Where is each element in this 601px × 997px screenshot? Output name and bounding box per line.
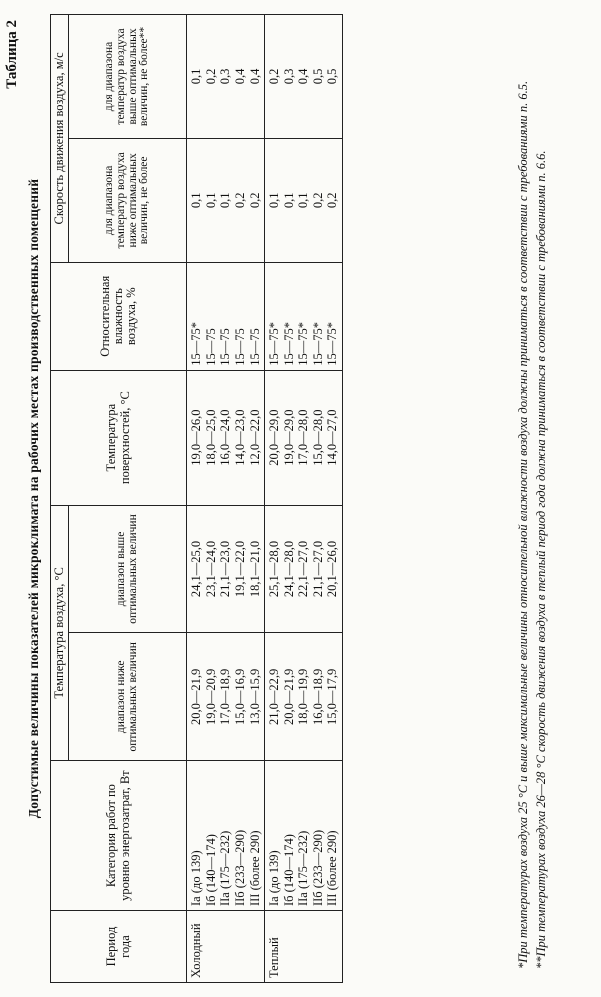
speed-below-value: 0,2 bbox=[232, 192, 247, 209]
category-cell bbox=[187, 761, 265, 911]
speed-above-value: 0,5 bbox=[310, 68, 325, 85]
surface-temp-cell bbox=[187, 370, 265, 505]
humidity-value: 15—75* bbox=[325, 321, 340, 366]
air-temp-below-value: 18,0—19,9 bbox=[296, 668, 311, 725]
air-temp-below-value: 20,0—21,9 bbox=[189, 668, 204, 725]
category-value: Iб (140—174) bbox=[281, 834, 296, 907]
period-cell: Теплый bbox=[265, 911, 343, 983]
air-temp-above-cell bbox=[265, 505, 343, 633]
speed-above-value: 0,4 bbox=[247, 68, 262, 85]
surface-temp-value: 14,0—23,0 bbox=[232, 409, 247, 466]
header-humidity: Относительная влажность воздуха, % bbox=[51, 262, 187, 370]
surface-temp-cell bbox=[265, 370, 343, 505]
humidity-value: 15—75* bbox=[310, 321, 325, 366]
speed-above-cell bbox=[187, 15, 265, 139]
surface-temp-value: 12,0—22,0 bbox=[247, 409, 262, 466]
speed-below-value: 0,1 bbox=[203, 192, 218, 209]
table-row-warm bbox=[265, 15, 343, 983]
air-temp-below-value: 15,0—17,9 bbox=[325, 668, 340, 725]
humidity-cell bbox=[265, 262, 343, 370]
header-category: Категория работ по уровню энергозатрат, Вт bbox=[51, 761, 187, 911]
air-temp-above-value: 20,1—26,0 bbox=[325, 540, 340, 598]
air-temp-above-value: 24,1—25,0 bbox=[189, 540, 204, 598]
speed-below-value: 0,2 bbox=[310, 192, 325, 209]
speed-below-value: 0,1 bbox=[281, 192, 296, 209]
humidity-value: 15—75* bbox=[189, 321, 204, 366]
speed-above-value: 0,2 bbox=[267, 68, 282, 85]
header-period: Период года bbox=[51, 911, 187, 983]
air-temp-below-value: 21,0—22,9 bbox=[267, 668, 282, 725]
header-air-temp-above: диапазон выше оптимальных величин bbox=[69, 505, 187, 633]
speed-below-value: 0,1 bbox=[296, 192, 311, 209]
speed-above-cell bbox=[265, 15, 343, 139]
humidity-value: 15—75* bbox=[296, 321, 311, 366]
category-value: III (более 290) bbox=[247, 830, 262, 907]
footnotes bbox=[515, 14, 551, 983]
speed-below-value: 0,1 bbox=[267, 192, 282, 209]
air-temp-below-value: 20,0—21,9 bbox=[281, 668, 296, 725]
category-value: IIа (175—232) bbox=[296, 830, 311, 907]
air-temp-above-cell bbox=[187, 505, 265, 633]
footnote-2: **При температурах воздуха 26—28 °С скорость движения воздуха в теплый период года должна приниматься в соответствии с требованиями п. 6.6. bbox=[534, 150, 548, 969]
category-value: Iа (до 139) bbox=[267, 850, 282, 907]
humidity-cell bbox=[187, 262, 265, 370]
surface-temp-value: 18,0—25,0 bbox=[203, 409, 218, 466]
footnote-1: *При температурах воздуха 25 °С и выше максимальные величины относительной влажности воздуха должны приниматься в соответствии с требованиями п. 6.5. bbox=[516, 80, 530, 969]
speed-above-value: 0,4 bbox=[232, 68, 247, 85]
header-air-temp-below: диапазон ниже оптимальных величин bbox=[69, 633, 187, 761]
air-temp-below-value: 16,0—18,9 bbox=[310, 668, 325, 725]
speed-above-value: 0,5 bbox=[325, 68, 340, 85]
category-value: Iб (140—174) bbox=[203, 834, 218, 907]
air-temp-below-cell bbox=[265, 633, 343, 761]
humidity-value: 15—75 bbox=[232, 328, 247, 366]
air-temp-above-value: 23,1—24,0 bbox=[203, 540, 218, 598]
air-temp-below-value: 19,0—20,9 bbox=[203, 668, 218, 725]
air-temp-above-value: 22,1—27,0 bbox=[296, 540, 311, 598]
category-value: IIа (175—232) bbox=[218, 830, 233, 907]
speed-below-cell bbox=[187, 138, 265, 262]
air-temp-above-value: 18,1—21,0 bbox=[247, 540, 262, 598]
humidity-value: 15—75* bbox=[267, 321, 282, 366]
air-temp-above-value: 19,1—22,0 bbox=[232, 540, 247, 598]
air-temp-above-value: 24,1—28,0 bbox=[281, 540, 296, 598]
humidity-value: 15—75 bbox=[203, 328, 218, 366]
speed-below-cell bbox=[265, 138, 343, 262]
surface-temp-value: 16,0—24,0 bbox=[218, 409, 233, 466]
surface-temp-value: 15,0—28,0 bbox=[310, 409, 325, 466]
speed-above-value: 0,4 bbox=[296, 68, 311, 85]
speed-above-value: 0,3 bbox=[281, 68, 296, 85]
surface-temp-value: 20,0—29,0 bbox=[267, 409, 282, 466]
header-speed-below: для диапазона температур воздуха ниже оптимальных величин, не более bbox=[69, 138, 187, 262]
humidity-value: 15—75 bbox=[218, 328, 233, 366]
table-row-cold bbox=[187, 15, 265, 983]
air-temp-below-value: 13,0—15,9 bbox=[247, 668, 262, 725]
microclimate-table bbox=[50, 14, 343, 983]
table-body bbox=[187, 15, 343, 983]
table-caption: Допустимые величины показателей микроклимата на рабочих местах производственных помещений bbox=[26, 178, 41, 819]
surface-temp-value: 19,0—26,0 bbox=[189, 409, 204, 466]
table-number: Таблица 2 bbox=[4, 20, 20, 89]
surface-temp-value: 17,0—28,0 bbox=[296, 409, 311, 466]
header-speed-above: для диапазона температур воздуха выше оптимальных величин, не более** bbox=[69, 15, 187, 139]
category-value: III (более 290) bbox=[325, 830, 340, 907]
category-value: IIб (233—290) bbox=[232, 829, 247, 907]
air-temp-above-value: 21,1—23,0 bbox=[218, 540, 233, 598]
air-temp-above-value: 25,1—28,0 bbox=[267, 540, 282, 598]
speed-above-value: 0,1 bbox=[189, 68, 204, 85]
air-temp-below-value: 17,0—18,9 bbox=[218, 668, 233, 725]
header-air-speed: Скорость движения воздуха, м/с bbox=[51, 15, 69, 263]
air-temp-below-cell bbox=[187, 633, 265, 761]
surface-temp-value: 14,0—27,0 bbox=[325, 409, 340, 466]
speed-below-value: 0,1 bbox=[218, 192, 233, 209]
header-air-temp: Температура воздуха, °С bbox=[51, 505, 69, 761]
header-surface-temp: Температура поверхностей, °С bbox=[51, 370, 187, 505]
speed-below-value: 0,2 bbox=[247, 192, 262, 209]
speed-above-value: 0,3 bbox=[218, 68, 233, 85]
period-cell: Холодный bbox=[187, 911, 265, 983]
category-value: IIб (233—290) bbox=[310, 829, 325, 907]
humidity-value: 15—75 bbox=[247, 328, 262, 366]
category-cell bbox=[265, 761, 343, 911]
air-temp-above-value: 21,1—27,0 bbox=[310, 540, 325, 598]
humidity-value: 15—75* bbox=[281, 321, 296, 366]
speed-above-value: 0,2 bbox=[203, 68, 218, 85]
air-temp-below-value: 15,0—16,9 bbox=[232, 668, 247, 725]
speed-below-value: 0,1 bbox=[189, 192, 204, 209]
category-value: Iа (до 139) bbox=[189, 850, 204, 907]
surface-temp-value: 19,0—29,0 bbox=[281, 409, 296, 466]
speed-below-value: 0,2 bbox=[325, 192, 340, 209]
